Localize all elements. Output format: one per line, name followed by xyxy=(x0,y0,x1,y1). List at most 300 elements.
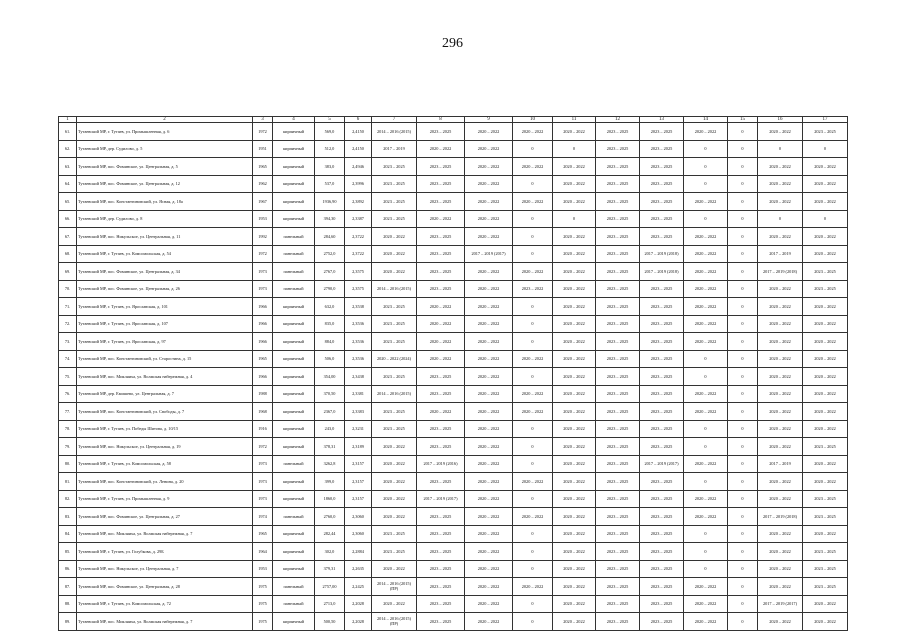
table-cell: 2020 – 2022 xyxy=(372,560,417,578)
table-cell: 2020 – 2022 xyxy=(803,350,848,368)
column-header-12: 12 xyxy=(596,117,640,123)
table-cell: панельный xyxy=(273,245,315,263)
table-cell: 2023 – 2025 xyxy=(417,420,465,438)
table-cell: 2023 – 2025 xyxy=(417,508,465,526)
table-cell: 2020 – 2022 xyxy=(372,455,417,473)
table-cell: панельный xyxy=(273,263,315,281)
table-cell: 2,3536 xyxy=(345,333,372,351)
table-cell: 2020 – 2022 xyxy=(465,368,513,386)
table-cell: 2023 – 2025 xyxy=(640,403,684,421)
address-cell: Тутаевский МР, пос. Микляиха, ул. Волжская набережная, д. 7 xyxy=(77,613,253,631)
table-cell: 2023 – 2025 xyxy=(417,263,465,281)
table-cell: 2020 – 2022 xyxy=(684,263,728,281)
table-cell: 2020 – 2022 xyxy=(465,315,513,333)
table-cell: панельный xyxy=(273,578,315,596)
table-cell: 1973 xyxy=(253,280,273,298)
table-cell: 2,3157 xyxy=(345,473,372,491)
table-cell: 2,3231 xyxy=(345,420,372,438)
table-cell: 2023 – 2025 xyxy=(596,473,640,491)
table-cell: кирпичный xyxy=(273,140,315,158)
table-cell: 0 xyxy=(684,543,728,561)
row-number-cell: 82. xyxy=(59,490,77,508)
table-cell: 2367,0 xyxy=(315,403,345,421)
table-cell: 2023 – 2025 xyxy=(417,123,465,141)
table-cell: 2023 – 2025 xyxy=(803,578,848,596)
table-cell: 1973 xyxy=(253,263,273,281)
table-cell: 2023 – 2025 xyxy=(596,560,640,578)
page-number: 296 xyxy=(442,36,463,51)
column-header-1: 1 xyxy=(59,117,77,123)
address-cell: Тутаевский МР, пос. Никульское, ул. Центральная, д. 11 xyxy=(77,228,253,246)
table-cell: 2023 – 2025 xyxy=(372,210,417,228)
table-cell: 2020 – 2022 xyxy=(553,175,596,193)
table-cell: 2023 – 2025 xyxy=(372,175,417,193)
row-number-cell: 61. xyxy=(59,123,77,141)
address-cell: Тутаевский МР, г. Тутаев, ул. Ярославская, д. 101 xyxy=(77,298,253,316)
table-cell: 2023 – 2025 xyxy=(417,385,465,403)
table-cell: 2020 – 2022 xyxy=(465,280,513,298)
table-cell: кирпичный xyxy=(273,473,315,491)
table-cell: кирпичный xyxy=(273,420,315,438)
table-cell: 0 xyxy=(728,578,758,596)
table-cell: 2020 – 2022 xyxy=(758,525,803,543)
table-cell: 2020 – 2022 xyxy=(758,193,803,211)
table-cell: 537,0 xyxy=(315,175,345,193)
table-cell: 2020 – 2022 xyxy=(758,175,803,193)
table-cell: 2020 – 2022 xyxy=(553,280,596,298)
column-header-7: 7 xyxy=(372,117,417,123)
row-number-cell: 71. xyxy=(59,298,77,316)
table-cell: 0 xyxy=(513,560,553,578)
table-cell: кирпичный xyxy=(273,333,315,351)
table-cell: 2020 – 2022 xyxy=(553,245,596,263)
table-cell: 0 xyxy=(513,298,553,316)
table-cell: 2014 – 2016 (2015) xyxy=(372,123,417,141)
table-cell: 2,3383 xyxy=(345,403,372,421)
table-cell: 399,0 xyxy=(315,473,345,491)
table-cell: 2017 – 2019 (2016) xyxy=(417,455,465,473)
row-number-cell: 87. xyxy=(59,578,77,596)
table-cell: 2023 – 2025 xyxy=(640,210,684,228)
table-cell: 2023 – 2025 xyxy=(372,193,417,211)
table-cell: 2023 – 2025 xyxy=(596,490,640,508)
table-cell: 2014 – 2016 (2015) xyxy=(372,280,417,298)
table-cell: 2020 – 2022 xyxy=(758,473,803,491)
row-number-cell: 73. xyxy=(59,333,77,351)
address-cell: Тутаевский МР, пос. Константиновский, ул. Ленина, д. 20 xyxy=(77,473,253,491)
row-number-cell: 78. xyxy=(59,420,77,438)
table-cell: 2020 – 2022 xyxy=(513,193,553,211)
table-cell: 2790,0 xyxy=(315,280,345,298)
table-cell: 2017 – 2019 (2018) xyxy=(758,263,803,281)
table-cell: 2020 – 2022 xyxy=(553,228,596,246)
table-cell: 500,50 xyxy=(315,613,345,631)
table-cell: 2023 – 2025 xyxy=(596,210,640,228)
table-cell: 2,4946 xyxy=(345,158,372,176)
table-cell: 2020 – 2022 xyxy=(803,455,848,473)
table-cell: 2020 – 2022 xyxy=(758,123,803,141)
table-cell: 0 xyxy=(728,263,758,281)
table-cell: 2,3722 xyxy=(345,245,372,263)
table-cell: 2020 – 2022 xyxy=(803,315,848,333)
table-cell: 1916 xyxy=(253,420,273,438)
table-row xyxy=(59,298,848,316)
table-row xyxy=(59,385,848,403)
table-cell: 2020 – 2022 xyxy=(684,123,728,141)
table-cell: кирпичный xyxy=(273,175,315,193)
table-cell: 2020 – 2022 xyxy=(758,228,803,246)
table-cell: 2023 – 2025 xyxy=(640,613,684,631)
table-cell: панельный xyxy=(273,508,315,526)
table-cell: 2020 – 2022 xyxy=(372,508,417,526)
table-row xyxy=(59,473,848,491)
table-cell: 2023 – 2025 xyxy=(417,473,465,491)
table-cell: 2020 – 2022 xyxy=(803,245,848,263)
table-cell: 2023 – 2025 xyxy=(417,525,465,543)
table-cell: 2020 – 2022 xyxy=(684,595,728,613)
table-row xyxy=(59,578,848,596)
table-cell: 2,3157 xyxy=(345,490,372,508)
table-cell: 2023 – 2025 xyxy=(596,280,640,298)
address-cell: Тутаевский МР, г. Тутаев, ул. Ярославская, д. 97 xyxy=(77,333,253,351)
table-cell: 2020 – 2022 xyxy=(465,175,513,193)
table-cell: 2023 – 2025 xyxy=(640,158,684,176)
table-cell: 2023 – 2025 xyxy=(372,333,417,351)
table-cell: 2023 – 2025 xyxy=(596,420,640,438)
table-cell: 2,3538 xyxy=(345,298,372,316)
table-cell: 0 xyxy=(728,473,758,491)
table-cell: 1992 xyxy=(253,228,273,246)
table-cell: 0 xyxy=(728,280,758,298)
table-cell: 1972 xyxy=(253,438,273,456)
table-cell: 0 xyxy=(513,613,553,631)
table-cell: 2,3381 xyxy=(345,385,372,403)
table-cell: 2020 – 2022 xyxy=(553,560,596,578)
table-row xyxy=(59,368,848,386)
table-cell: 2023 – 2025 xyxy=(596,350,640,368)
table-cell: 2023 – 2025 xyxy=(417,543,465,561)
row-number-cell: 77. xyxy=(59,403,77,421)
table-cell: кирпичный xyxy=(273,210,315,228)
capital-repair-schedule-table xyxy=(58,116,848,631)
row-number-cell: 80. xyxy=(59,455,77,473)
table-cell: 2020 – 2022 xyxy=(465,455,513,473)
table-cell: 2020 – 2022 xyxy=(758,158,803,176)
table-row xyxy=(59,123,848,141)
table-cell: 2020 – 2022 xyxy=(758,420,803,438)
table-cell: 2020 – 2022 xyxy=(684,508,728,526)
address-cell: Тутаевский МР, пос. Никульское, ул. Центральная, д. 19 xyxy=(77,438,253,456)
table-cell: 2020 – 2022 xyxy=(465,228,513,246)
table-cell: 2020 – 2022 xyxy=(513,350,553,368)
table-cell: 2,2028 xyxy=(345,613,372,631)
table-cell: 1972 xyxy=(253,245,273,263)
table-cell: 2,3575 xyxy=(345,280,372,298)
table-cell: 2023 – 2025 xyxy=(417,175,465,193)
table-row xyxy=(59,263,848,281)
table-cell: 2020 – 2022 xyxy=(758,315,803,333)
table-row xyxy=(59,595,848,613)
address-cell: Тутаевский МР, г. Тутаев, ул. Победы Шитова, д. 10/15 xyxy=(77,420,253,438)
table-cell: 1973 xyxy=(253,455,273,473)
column-header-2: 2 xyxy=(77,117,253,123)
table-cell: кирпичный xyxy=(273,123,315,141)
table-cell: кирпичный xyxy=(273,298,315,316)
table-cell: 2020 – 2022 xyxy=(553,350,596,368)
row-number-cell: 89. xyxy=(59,613,77,631)
column-header-13: 13 xyxy=(640,117,684,123)
table-cell: 2023 – 2025 xyxy=(640,438,684,456)
row-number-cell: 62. xyxy=(59,140,77,158)
table-cell: 2,3060 xyxy=(345,508,372,526)
table-cell: 1972 xyxy=(253,123,273,141)
table-cell: 2020 – 2022 xyxy=(465,350,513,368)
table-cell: 2,2635 xyxy=(345,560,372,578)
table-cell: 379,31 xyxy=(315,560,345,578)
table-cell: 2023 – 2025 xyxy=(417,158,465,176)
table-cell: 2,2425 xyxy=(345,578,372,596)
table-cell: 2020 – 2022 xyxy=(758,543,803,561)
table-cell: 884,0 xyxy=(315,333,345,351)
table-cell: 0 xyxy=(513,315,553,333)
table-cell: 2023 – 2025 xyxy=(596,123,640,141)
table-cell: 2023 – 2025 xyxy=(596,525,640,543)
table-cell: 2023 – 2025 xyxy=(640,578,684,596)
table-cell: 2023 – 2025 xyxy=(596,403,640,421)
table-cell: 2020 – 2022 xyxy=(417,210,465,228)
table-cell: 2020 – 2022 xyxy=(803,595,848,613)
table-cell: 2020 – 2022 xyxy=(803,298,848,316)
table-cell: 2020 – 2022 xyxy=(553,315,596,333)
table-cell: 2020 – 2022 xyxy=(513,385,553,403)
table-cell: 2020 – 2022 xyxy=(684,613,728,631)
table-cell: 2020 – 2022 (2024) xyxy=(372,350,417,368)
table-cell: 2020 – 2022 xyxy=(553,508,596,526)
table-cell: 2023 – 2025 xyxy=(596,245,640,263)
table-cell: 2020 – 2022 xyxy=(465,123,513,141)
table-cell: 0 xyxy=(728,525,758,543)
row-number-cell: 66. xyxy=(59,210,77,228)
table-cell: 2023 – 2025 xyxy=(417,368,465,386)
table-cell: 2020 – 2022 xyxy=(417,333,465,351)
table-cell: панельный xyxy=(273,228,315,246)
table-cell: 2020 – 2022 xyxy=(417,298,465,316)
address-cell: Тутаевский МР, пос. Микляиха, ул. Волжская набережная, д. 7 xyxy=(77,525,253,543)
table-cell: 0 xyxy=(513,175,553,193)
table-cell: 2020 – 2022 xyxy=(684,245,728,263)
table-cell: 2020 – 2022 xyxy=(803,333,848,351)
table-cell: 2020 – 2022 xyxy=(553,613,596,631)
table-cell: 0 xyxy=(758,140,803,158)
table-cell: 2,3892 xyxy=(345,193,372,211)
table-cell: 0 xyxy=(684,420,728,438)
table-cell: 2020 – 2022 xyxy=(758,333,803,351)
table-cell: 0 xyxy=(728,560,758,578)
table-cell: 2,3157 xyxy=(345,455,372,473)
table-cell: 2017 – 2019 (2018) xyxy=(758,508,803,526)
table-cell: 243,0 xyxy=(315,420,345,438)
table-cell: 2757,00 xyxy=(315,578,345,596)
table-cell: 2020 – 2022 xyxy=(758,438,803,456)
column-header-9: 9 xyxy=(465,117,513,123)
table-cell: 2020 – 2022 xyxy=(553,438,596,456)
table-cell: 2020 – 2022 xyxy=(465,193,513,211)
table-cell: 2020 – 2022 xyxy=(553,403,596,421)
table-cell: 284,60 xyxy=(315,228,345,246)
table-cell: 506,0 xyxy=(315,350,345,368)
address-cell: Тутаевский МР, дер. Судилово, д. 5 xyxy=(77,140,253,158)
table-cell: 2023 – 2025 xyxy=(596,368,640,386)
table-cell: 2020 – 2022 xyxy=(513,123,553,141)
table-cell: 2023 – 2025 xyxy=(596,315,640,333)
table-cell: 2023 – 2025 xyxy=(803,490,848,508)
table-cell: 2014 – 2016 (2015) (ПР) xyxy=(372,613,417,631)
table-cell: 2752,0 xyxy=(315,245,345,263)
table-cell: 1975 xyxy=(253,613,273,631)
table-cell: 2020 – 2022 xyxy=(372,438,417,456)
table-cell: 383,0 xyxy=(315,158,345,176)
table-cell: кирпичный xyxy=(273,350,315,368)
table-cell: 2020 – 2022 xyxy=(684,315,728,333)
table-cell: 2014 – 2016 (2015) (ПР) xyxy=(372,578,417,596)
table-cell: 0 xyxy=(513,543,553,561)
table-cell: 2020 – 2022 xyxy=(553,158,596,176)
table-cell: 1974 xyxy=(253,508,273,526)
table-cell: 1951 xyxy=(253,140,273,158)
table-cell: 2023 – 2022 xyxy=(513,280,553,298)
address-cell: Тутаевский МР, пос. Никульское, ул. Центральная, д. 7 xyxy=(77,560,253,578)
row-number-cell: 88. xyxy=(59,595,77,613)
document-table-wrapper xyxy=(58,116,847,631)
table-cell: 2020 – 2022 xyxy=(803,368,848,386)
table-cell: 2020 – 2022 xyxy=(553,455,596,473)
table-cell: 2020 – 2022 xyxy=(465,438,513,456)
table-cell: 2020 – 2022 xyxy=(372,473,417,491)
table-cell: 2020 – 2022 xyxy=(465,385,513,403)
table-cell: 2020 – 2022 xyxy=(684,298,728,316)
table-cell: 1973 xyxy=(253,490,273,508)
table-cell: 2020 – 2022 xyxy=(372,245,417,263)
table-cell: 2023 – 2025 xyxy=(417,245,465,263)
table-cell: 2020 – 2022 xyxy=(758,560,803,578)
address-cell: Тутаевский МР, г. Тутаев, ул. Ярославская, д. 107 xyxy=(77,315,253,333)
column-header-5: 5 xyxy=(315,117,345,123)
table-cell: 2020 – 2022 xyxy=(553,298,596,316)
table-cell: 1964 xyxy=(253,543,273,561)
table-cell: 2,3575 xyxy=(345,263,372,281)
table-cell: 2023 – 2025 xyxy=(417,228,465,246)
table-cell: 2023 – 2025 xyxy=(640,508,684,526)
table-cell: 569,0 xyxy=(315,123,345,141)
table-cell: 2,2884 xyxy=(345,543,372,561)
table-row xyxy=(59,158,848,176)
table-cell: 2023 – 2025 xyxy=(640,525,684,543)
table-cell: 0 xyxy=(513,210,553,228)
table-cell: 2020 – 2022 xyxy=(465,333,513,351)
table-cell: 2017 – 2019 (2017) xyxy=(640,455,684,473)
table-cell: 2020 – 2022 xyxy=(465,158,513,176)
table-cell: 2023 – 2025 xyxy=(372,543,417,561)
table-cell: 2014 – 2016 (2015) xyxy=(372,385,417,403)
row-number-cell: 70. xyxy=(59,280,77,298)
table-row xyxy=(59,245,848,263)
row-number-cell: 65. xyxy=(59,193,77,211)
table-cell: кирпичный xyxy=(273,438,315,456)
table-cell: 1966 xyxy=(253,315,273,333)
table-cell: 2,3536 xyxy=(345,315,372,333)
table-cell: 2020 – 2022 xyxy=(803,158,848,176)
table-cell: 2020 – 2022 xyxy=(513,263,553,281)
table-cell: 2020 – 2022 xyxy=(465,210,513,228)
table-cell: 1975 xyxy=(253,578,273,596)
table-cell: 2020 – 2022 xyxy=(417,350,465,368)
table-cell: 0 xyxy=(728,158,758,176)
table-cell: 2020 – 2022 xyxy=(465,473,513,491)
table-cell: 2023 – 2025 xyxy=(803,263,848,281)
table-cell: 1965 xyxy=(253,525,273,543)
table-cell: 2020 – 2022 xyxy=(803,420,848,438)
table-row xyxy=(59,403,848,421)
table-cell: 2020 – 2022 xyxy=(553,595,596,613)
table-cell: 2023 – 2025 xyxy=(417,280,465,298)
table-cell: 1953 xyxy=(253,560,273,578)
address-cell: Тутаевский МР, пос. Фоминское, ул. Центральная, д. 34 xyxy=(77,263,253,281)
column-header-4: 4 xyxy=(273,117,315,123)
table-cell: 2020 – 2022 xyxy=(684,578,728,596)
table-cell: 2,3536 xyxy=(345,350,372,368)
table-cell: 0 xyxy=(728,228,758,246)
table-cell: 2,3060 xyxy=(345,525,372,543)
table-cell: 0 xyxy=(684,368,728,386)
table-cell: 2020 – 2022 xyxy=(372,228,417,246)
table-cell: 2020 – 2022 xyxy=(417,403,465,421)
table-cell: 2020 – 2022 xyxy=(758,350,803,368)
table-cell: 282,44 xyxy=(315,525,345,543)
address-cell: Тутаевский МР, пос. Константиновский, ул. Свободы, д. 7 xyxy=(77,403,253,421)
table-cell: 2760,0 xyxy=(315,508,345,526)
table-cell: 2023 – 2025 xyxy=(596,595,640,613)
table-cell: 0 xyxy=(728,315,758,333)
table-cell: 1973 xyxy=(253,473,273,491)
table-cell: 2020 – 2022 xyxy=(684,333,728,351)
table-cell: 2023 – 2025 xyxy=(372,525,417,543)
table-cell: 0 xyxy=(728,123,758,141)
table-cell: 0 xyxy=(684,140,728,158)
table-cell: 0 xyxy=(728,298,758,316)
column-header-17: 17 xyxy=(803,117,848,123)
table-cell: 0 xyxy=(728,543,758,561)
table-cell: 2023 – 2025 xyxy=(640,595,684,613)
table-cell: 2023 – 2025 xyxy=(372,368,417,386)
column-header-11: 11 xyxy=(553,117,596,123)
table-cell: 2020 – 2022 xyxy=(513,473,553,491)
table-cell: 2020 – 2022 xyxy=(684,385,728,403)
table-cell: панельный xyxy=(273,280,315,298)
row-number-cell: 79. xyxy=(59,438,77,456)
table-cell: 2023 – 2025 xyxy=(803,123,848,141)
table-cell: 0 xyxy=(513,525,553,543)
table-row xyxy=(59,508,848,526)
table-cell: 2023 – 2025 xyxy=(372,315,417,333)
table-cell: 2023 – 2025 xyxy=(417,193,465,211)
table-cell: 2017 – 2019 (2018) xyxy=(640,245,684,263)
row-number-cell: 69. xyxy=(59,263,77,281)
address-cell: Тутаевский МР, г. Тутаев, ул. Промышленная, д. 9 xyxy=(77,490,253,508)
row-number-cell: 84. xyxy=(59,525,77,543)
table-cell: 2020 – 2022 xyxy=(553,385,596,403)
table-cell: 2023 – 2025 xyxy=(596,140,640,158)
table-cell: 2023 – 2025 xyxy=(417,613,465,631)
